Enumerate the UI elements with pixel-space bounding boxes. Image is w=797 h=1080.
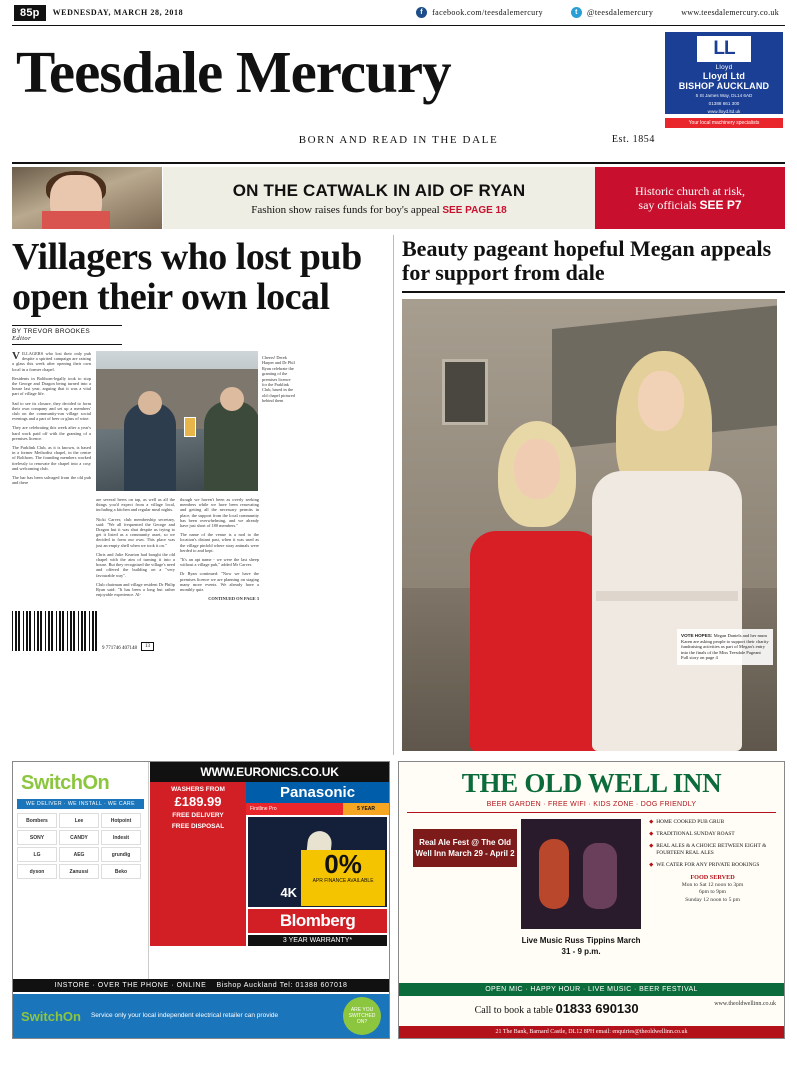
euronics-url[interactable]: WWW.EURONICS.CO.UK xyxy=(150,762,389,782)
instore-line: INSTORE · OVER THE PHONE · ONLINE xyxy=(54,982,207,989)
person-white-belt xyxy=(596,591,738,601)
brand-logo: dyson xyxy=(17,864,57,879)
booking-phone[interactable]: 01833 690130 xyxy=(555,1001,639,1016)
switch-on-footer xyxy=(13,994,389,1038)
established: Est. 1854 xyxy=(611,134,655,145)
promo-headline: ON THE CATWALK IN AID OF RYAN xyxy=(232,180,526,200)
promo-subhead xyxy=(251,204,506,216)
promo-secondary-see[interactable]: SEE P7 xyxy=(699,198,742,212)
promo-secondary[interactable] xyxy=(595,167,785,229)
lloyd-branch: BISHOP AUCKLAND xyxy=(678,81,770,91)
page-title: Teesdale Mercury xyxy=(16,39,451,105)
washers-title: WASHERS FROM xyxy=(171,786,225,793)
bullet-label: WE CATER FOR ANY PRIVATE BOOKINGS xyxy=(656,862,760,868)
continued-label: CONTINUED ON PAGE 3 xyxy=(208,596,259,602)
bullet-icon: ◆ xyxy=(649,843,654,849)
facebook-label: facebook.com/teesdalemercury xyxy=(432,8,544,17)
facebook-icon: f xyxy=(416,7,427,18)
live-music-panel: Live Music Russ Tippins March 31 - 9 p.m. xyxy=(521,936,641,956)
twitter-label: @teesdalemercury xyxy=(587,8,654,17)
photo-man-left-head xyxy=(138,391,162,415)
lead-paragraph: Chris and Julie Kearton had bought the old chapel with the aim of turning it into a house. But they recognised the village's need and offered the building on a "very favourable way". xyxy=(96,551,175,578)
footer-logo-name: Switch xyxy=(21,1008,63,1024)
booking-label: Call to book a table xyxy=(474,1005,553,1016)
old-well-inn-body xyxy=(399,813,784,983)
lloyd-advert[interactable] xyxy=(665,32,783,126)
promo-main[interactable] xyxy=(162,167,595,229)
old-well-inn-title: THE OLD WELL INN xyxy=(461,768,722,798)
panasonic-logo: Panasonic xyxy=(246,782,389,803)
byline-role: Editor xyxy=(12,335,32,342)
issue-number: 13 xyxy=(141,642,154,651)
second-photo xyxy=(402,299,777,751)
lead-column-1 xyxy=(12,351,96,605)
brand-logo: Lee xyxy=(59,813,99,828)
old-well-inn-footer: 21 The Bank, Barnard Castle, DL12 8PH email: enquiries@theoldwellinn.co.uk xyxy=(399,1026,784,1038)
lead-paragraph: "It's an apt name - we were the last sheep without a village pub," added Mr Carver. xyxy=(180,557,259,568)
panasonic-tags xyxy=(246,803,389,815)
lead-story xyxy=(12,235,394,755)
lead-paragraph: The name of the venue is a nod to the location's distant past, when it was used as the village pinfold where stray animals were herded to and kept. xyxy=(180,532,259,553)
brand-logo: Zanussi xyxy=(59,864,99,879)
feature-bullet xyxy=(649,843,776,857)
brand-logo: grundig xyxy=(101,847,141,862)
bullet-label: HOME COOKED PUB GRUB xyxy=(656,819,725,825)
lloyd-company: Lloyd Ltd xyxy=(702,71,746,81)
caption-title: VOTE HOPES: xyxy=(681,633,713,639)
slogan-row xyxy=(12,118,785,164)
publication-date: WEDNESDAY, MARCH 28, 2018 xyxy=(52,8,184,17)
instore-bar xyxy=(13,979,389,992)
lead-paragraph: Residents in Bolthorn-legally took to stop the George and Dragon being turned into a house last year, arguing that it was a vital part of village life. xyxy=(12,375,91,397)
instore-contact: Bishop Auckland Tel: 01388 607018 xyxy=(216,982,348,989)
photo-and-caption xyxy=(96,351,296,491)
facebook-link[interactable] xyxy=(416,7,543,18)
promo-row xyxy=(12,167,785,229)
feature-bullet xyxy=(649,831,776,838)
second-story xyxy=(394,235,785,755)
lead-paragraph: The Parklink Club, as it is known, is based in a former Methodist chapel, in the centre of Bolthorn. The founding members worked tirelessly to renovate the chapel into a cosy and welcoming club. xyxy=(12,445,91,471)
person-white-face xyxy=(638,371,684,431)
beer-glass-icon xyxy=(184,417,196,437)
brand-logo: LG xyxy=(17,847,57,862)
barcode-bars xyxy=(12,611,100,651)
warranty-label: 3 YEAR WARRANTY* xyxy=(248,935,387,946)
masthead xyxy=(12,26,785,126)
barcode-number: 9 771746 407148 xyxy=(102,646,137,652)
lead-paragraph: Sad to see its closure, they decided to form their own company and set up a members' club on the community-run village social evenings and a part of beer or glass of wine. xyxy=(12,400,91,422)
brand-logo: Bombers xyxy=(17,813,57,828)
switch-on-panel xyxy=(13,762,149,990)
switched-on-badge: ARE YOU SWITCHED ON? xyxy=(343,997,381,1035)
euronics-panel xyxy=(150,762,389,946)
website-link[interactable]: www.teesdalemercury.co.uk xyxy=(681,8,779,17)
washers-free-disposal: FREE DISPOSAL xyxy=(171,823,225,830)
switch-on-footer-text: Service only your local independent electrical retailer can provide xyxy=(90,1012,279,1019)
lead-photo-caption: Cheers! Derek Harper and Dr Phil Ryan celebrate the granting of the premises licence for the Parklink Club, based in the old chapel pictured behind them xyxy=(261,355,295,404)
cover-price: 85p xyxy=(14,5,46,21)
person-red-face xyxy=(514,439,560,499)
old-well-inn-advert[interactable] xyxy=(398,761,785,1039)
five-year-tag: 5 YEAR xyxy=(343,803,389,815)
food-hours-line: Sunday 12 noon to 5 pm xyxy=(685,896,740,903)
lloyd-address: 5 St James Way, DL14 6AD xyxy=(695,93,753,98)
second-photo-caption xyxy=(677,629,773,665)
twitter-link[interactable] xyxy=(571,7,653,18)
feature-bullet xyxy=(649,862,776,869)
main-content xyxy=(12,235,785,755)
brand-logo: Beko xyxy=(101,864,141,879)
bullet-icon: ◆ xyxy=(649,831,654,837)
lead-photo xyxy=(96,351,258,491)
photo-window-left xyxy=(442,359,488,425)
lead-column-2 xyxy=(96,497,180,605)
blomberg-logo: Blomberg xyxy=(248,909,387,933)
lloyd-logo-mark: LL xyxy=(697,36,751,62)
washers-offer xyxy=(150,782,246,946)
switch-on-name: Switch xyxy=(21,772,83,794)
promo-photo xyxy=(12,167,162,229)
byline-name: BY TREVOR BROOKES xyxy=(12,328,91,335)
caption-text: Megan Daniels and her mum Karen are asking people to support their charity fundraising activities as part of Megan's entry into the finals of the Miss Teesdale Pageant Full story on page 4 xyxy=(681,633,769,661)
lead-paragraph: They are celebrating this week after a year's hard work paid off with the granting of a premises licence. xyxy=(12,425,91,441)
top-bar xyxy=(12,0,785,26)
switch-on-footer-logo xyxy=(21,1009,81,1024)
bullet-label: REAL ALES & A CHOICE BETWEEN EIGHT & FOURTEEN REAL ALES xyxy=(656,843,767,856)
promo-photo-dress xyxy=(42,211,110,229)
photo-man-right-body xyxy=(204,401,258,491)
food-hours-line: 6pm to 9pm xyxy=(699,889,727,896)
bullet-label: TRADITIONAL SUNDAY ROAST xyxy=(656,831,735,837)
washers-free-delivery: FREE DELIVERY xyxy=(172,812,224,819)
lead-paragraph: The bar has been salvaged from the old pub and there xyxy=(12,475,91,486)
gig-poster-image xyxy=(521,819,641,929)
gig-figure-left xyxy=(539,839,569,909)
slogan: BORN AND READ IN THE DALE xyxy=(298,134,499,146)
promo-see-page[interactable]: SEE PAGE 18 xyxy=(442,204,507,216)
brand-grid xyxy=(13,809,148,883)
lead-paragraph: Nicki Carver, club membership secretary, said: "We all frequented the George and Dragon but it was shut despite us trying to get it listed as a community asset, so we decided to form our own. This place was just an empty shell when we took it on." xyxy=(96,516,175,548)
old-well-inn-events xyxy=(407,819,643,977)
photo-person-white-coat xyxy=(582,351,752,751)
promo-secondary-text2: say officials xyxy=(638,198,697,212)
brand-logo: SONY xyxy=(17,830,57,845)
promo-subhead-text: Fashion show raises funds for boy's appeal xyxy=(251,203,440,216)
brand-logo: Indesit xyxy=(101,830,141,845)
lloyd-web: www.lloyd.ltd.uk xyxy=(707,109,741,114)
lead-paragraph: Club chairman and village resident Dr Philip Ryan said: "It has been a long but rather enjoyable experience. Al- xyxy=(96,581,175,598)
person-white-coat xyxy=(592,471,742,751)
food-hours-title: FOOD SERVED xyxy=(690,874,735,881)
apr-label: APR FINANCE AVAILABLE xyxy=(312,878,374,884)
lead-body-lower xyxy=(96,497,296,605)
old-well-inn-details xyxy=(643,819,776,977)
bullet-icon: ◆ xyxy=(649,819,654,825)
food-hours-line: Mon to Sat 12 noon to 3pm xyxy=(681,881,744,888)
old-well-inn-website[interactable]: www.theoldwellinn.co.uk xyxy=(714,1001,776,1007)
second-headline: Beauty pageant hopeful Megan appeals for support from dale xyxy=(402,237,785,293)
footer-logo-name2: On xyxy=(62,1008,81,1024)
lloyd-name: Lloyd xyxy=(715,64,733,71)
lead-byline xyxy=(12,325,122,345)
old-well-inn-strip: OPEN MIC · HAPPY HOUR · LIVE MUSIC · BEER FESTIVAL xyxy=(399,983,784,996)
lloyd-strapline: Your local machinery specialists xyxy=(665,118,783,128)
four-k-badge: 4K xyxy=(280,885,298,900)
gig-figure-right xyxy=(583,843,617,909)
apr-badge xyxy=(301,850,385,906)
lead-headline: Villagers who lost pub open their own local xyxy=(12,236,362,318)
promo-secondary-line1: Historic church at risk, xyxy=(635,184,745,198)
brand-logo: AEG xyxy=(59,847,99,862)
lead-paragraph: though we haven't been as overly seeking members while we have been renovating and getting all the necessary permits in place, the support from the local community has been overwhelming, and we already have just short of 180 members." xyxy=(180,497,259,529)
lead-paragraph: VILLAGERS who lost their only pub despite a spirited campaign are raising a glass this week after opening their own local in a former chapel. xyxy=(12,350,91,372)
switch-on-logo xyxy=(13,762,148,795)
feature-bullet xyxy=(649,819,776,826)
photo-man-left-body xyxy=(124,403,176,491)
switch-on-strap: WE DELIVER · WE INSTALL · WE CARE xyxy=(17,799,144,809)
brand-logo: Hotpoint xyxy=(101,813,141,828)
booking-line xyxy=(399,996,784,1018)
barcode-block xyxy=(12,611,385,651)
washers-price: £189.99 xyxy=(174,794,222,809)
lloyd-phone: 01388 661 300 xyxy=(708,101,740,106)
old-well-inn-features: BEER GARDEN · FREE WIFI · KIDS ZONE · DOG FRIENDLY xyxy=(407,801,776,813)
lead-column-3 xyxy=(180,497,264,605)
promo-secondary-line2 xyxy=(638,198,741,212)
switch-on-name2: On xyxy=(82,772,110,794)
apr-value: 0% xyxy=(324,849,362,879)
advert-row xyxy=(12,761,785,1039)
bullet-icon: ◆ xyxy=(649,862,654,868)
ale-fest-panel: Real Ale Fest @ The Old Well Inn March 29 - April 2 xyxy=(413,829,517,867)
lead-paragraph: Dr Ryan continued: "Now we have the premises licence we are planning on staging many more events. We already have a monthly quiz xyxy=(180,571,259,593)
lead-paragraph: are several beers on tap, as well as all the things you'd expect from a village local, including a kitchen and regular meal nights. xyxy=(96,497,175,513)
food-hours xyxy=(649,874,776,904)
twitter-icon: t xyxy=(571,7,582,18)
euronics-advert[interactable] xyxy=(12,761,390,1039)
lead-photo-block xyxy=(96,351,296,605)
photo-man-right-head xyxy=(220,387,244,411)
lead-body xyxy=(12,351,385,605)
brand-logo: CANDY xyxy=(59,830,99,845)
firstline-tag: Firstline Pro xyxy=(246,803,343,815)
